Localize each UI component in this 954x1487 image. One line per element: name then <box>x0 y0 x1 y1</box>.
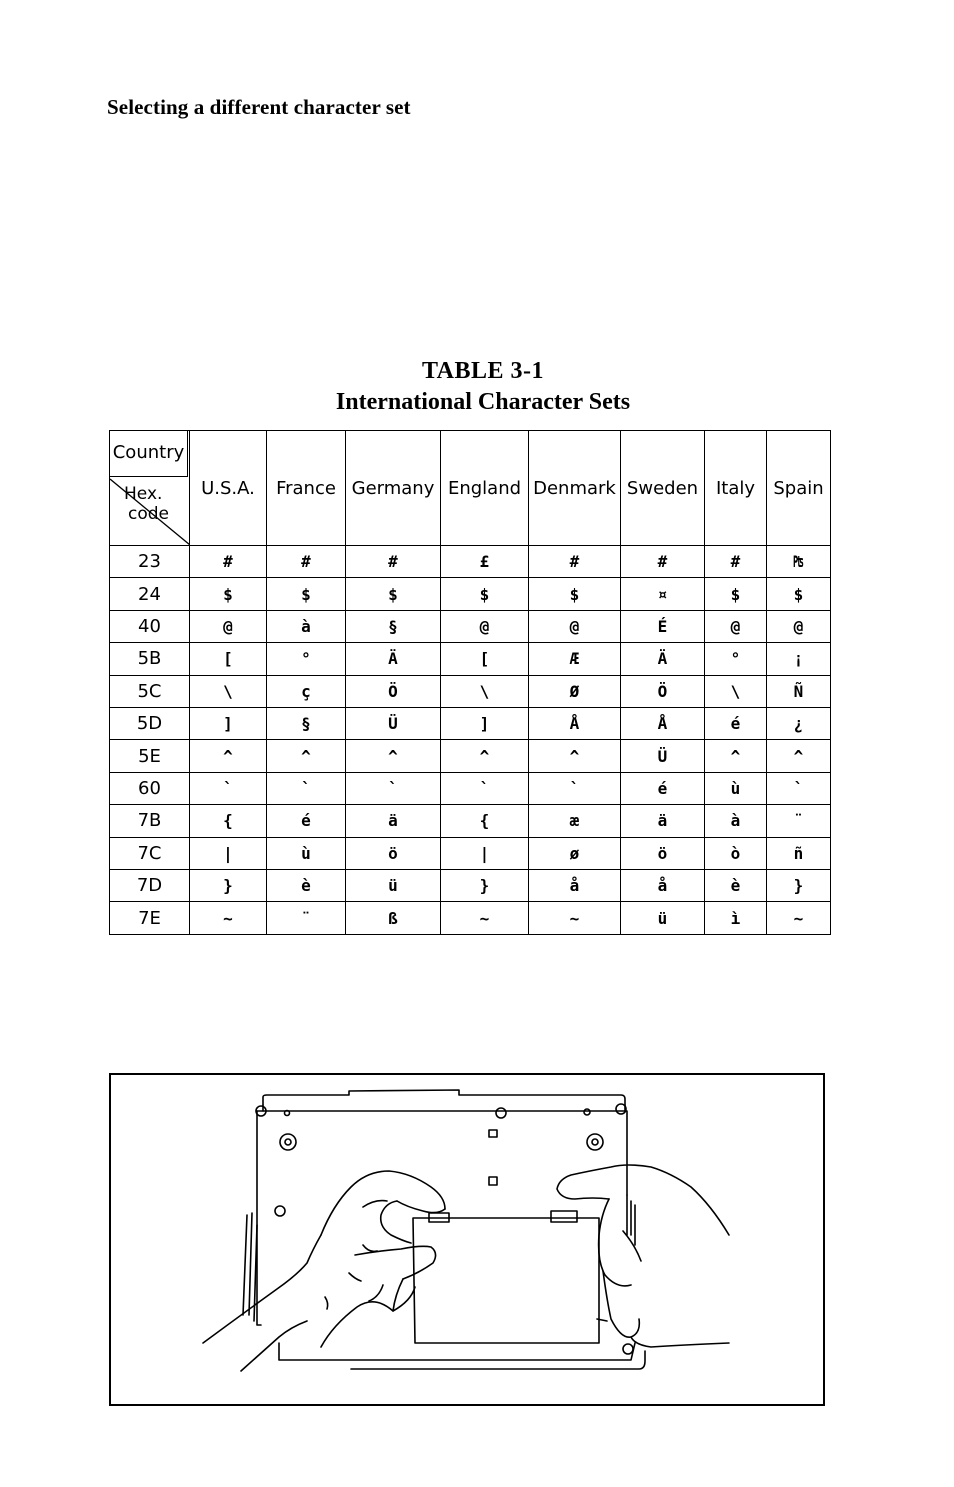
country-header: France <box>267 431 346 546</box>
character-cell: Å <box>621 708 705 740</box>
character-cell: # <box>621 546 705 578</box>
character-cell: [ <box>190 643 267 675</box>
table-row <box>110 740 831 772</box>
character-cell: $ <box>190 578 267 610</box>
table-row <box>110 546 831 578</box>
character-cell: É <box>621 610 705 642</box>
character-cell: ` <box>190 772 267 804</box>
table-row <box>110 870 831 902</box>
character-cell: é <box>621 772 705 804</box>
character-cell: Ü <box>346 708 441 740</box>
character-cell: { <box>441 805 529 837</box>
character-cell: } <box>190 870 267 902</box>
hex-code-cell: 5E <box>110 740 190 772</box>
character-cell: Æ <box>529 643 621 675</box>
character-cell: ] <box>441 708 529 740</box>
character-cell: è <box>267 870 346 902</box>
character-cell: ¿ <box>767 708 831 740</box>
character-cell: ì <box>705 902 767 935</box>
character-cell: [ <box>441 643 529 675</box>
character-cell: @ <box>767 610 831 642</box>
character-cell: ü <box>621 902 705 935</box>
character-cell: Ñ <box>767 675 831 707</box>
hex-code-cell: 23 <box>110 546 190 578</box>
character-cell: ç <box>267 675 346 707</box>
character-cell: æ <box>529 805 621 837</box>
character-cell: ] <box>190 708 267 740</box>
character-cell: ° <box>705 643 767 675</box>
character-cell: ` <box>267 772 346 804</box>
character-cell: ¡ <box>767 643 831 675</box>
character-cell: @ <box>529 610 621 642</box>
character-cell: # <box>190 546 267 578</box>
character-cell: ¨ <box>767 805 831 837</box>
country-header: Sweden <box>621 431 705 546</box>
character-cell: ä <box>621 805 705 837</box>
code-label: code <box>128 504 169 524</box>
character-cell: à <box>705 805 767 837</box>
character-cell: ^ <box>529 740 621 772</box>
character-cell: ñ <box>767 837 831 869</box>
table-row <box>110 643 831 675</box>
character-cell: ~ <box>190 902 267 935</box>
character-cell: £ <box>441 546 529 578</box>
table-row <box>110 578 831 610</box>
country-header: Spain <box>767 431 831 546</box>
character-cell: # <box>267 546 346 578</box>
character-cell: ö <box>621 837 705 869</box>
character-cell: Ö <box>346 675 441 707</box>
character-cell: $ <box>346 578 441 610</box>
hex-code-cell: 5B <box>110 643 190 675</box>
character-cell: # <box>705 546 767 578</box>
hex-code-cell: 5C <box>110 675 190 707</box>
character-cell: ö <box>346 837 441 869</box>
hex-code-cell: 7B <box>110 805 190 837</box>
table-row <box>110 805 831 837</box>
character-cell: ` <box>529 772 621 804</box>
character-cell: ù <box>705 772 767 804</box>
character-cell: Ü <box>621 740 705 772</box>
character-cell: } <box>441 870 529 902</box>
hands-installing-card-illustration <box>111 1075 823 1404</box>
country-header: Denmark <box>529 431 621 546</box>
country-header: Germany <box>346 431 441 546</box>
hex-label: Hex. <box>124 484 163 504</box>
hex-code-cell: 40 <box>110 610 190 642</box>
hex-code-cell: 7E <box>110 902 190 935</box>
table-row <box>110 772 831 804</box>
character-cell: ° <box>267 643 346 675</box>
character-cell: { <box>190 805 267 837</box>
character-cell: @ <box>705 610 767 642</box>
hex-code-cell: 5D <box>110 708 190 740</box>
country-header: England <box>441 431 529 546</box>
table-row <box>110 902 831 935</box>
character-cell: \ <box>705 675 767 707</box>
character-set-table <box>109 430 831 935</box>
character-cell: # <box>346 546 441 578</box>
character-cell: å <box>621 870 705 902</box>
table-title: TABLE 3-1 <box>421 358 545 384</box>
character-cell: ø <box>529 837 621 869</box>
country-header: U.S.A. <box>190 431 267 546</box>
character-cell: ¤ <box>621 578 705 610</box>
character-cell: ₧ <box>767 546 831 578</box>
character-cell: § <box>267 708 346 740</box>
character-cell: $ <box>705 578 767 610</box>
character-cell: ¨ <box>267 902 346 935</box>
hex-code-cell: 7D <box>110 870 190 902</box>
character-cell: ^ <box>190 740 267 772</box>
character-cell: ~ <box>529 902 621 935</box>
character-cell: à <box>267 610 346 642</box>
character-cell: $ <box>529 578 621 610</box>
character-cell: ä <box>346 805 441 837</box>
character-cell: $ <box>767 578 831 610</box>
character-cell: é <box>705 708 767 740</box>
hex-code-cell: 60 <box>110 772 190 804</box>
character-cell: è <box>705 870 767 902</box>
hex-code-cell: 7C <box>110 837 190 869</box>
character-cell: | <box>441 837 529 869</box>
character-cell: \ <box>190 675 267 707</box>
table-row <box>110 610 831 642</box>
country-header: Italy <box>705 431 767 546</box>
country-label: Country <box>110 431 188 477</box>
hex-code-label <box>124 484 169 524</box>
character-cell: ^ <box>346 740 441 772</box>
section-heading: Selecting a different character set <box>107 95 411 119</box>
character-cell: ` <box>767 772 831 804</box>
table-subtitle: International Character Sets <box>335 389 631 415</box>
character-cell: @ <box>190 610 267 642</box>
table-row <box>110 675 831 707</box>
character-cell: Ö <box>621 675 705 707</box>
character-cell: Å <box>529 708 621 740</box>
character-cell: ^ <box>267 740 346 772</box>
character-cell: ü <box>346 870 441 902</box>
printer-illustration-frame <box>109 1073 825 1406</box>
hex-code-cell: 24 <box>110 578 190 610</box>
character-cell: | <box>190 837 267 869</box>
table-header-row <box>110 431 831 546</box>
character-cell: Ä <box>346 643 441 675</box>
character-cell: \ <box>441 675 529 707</box>
character-cell: # <box>529 546 621 578</box>
character-cell: ß <box>346 902 441 935</box>
table-row <box>110 708 831 740</box>
character-cell: ~ <box>767 902 831 935</box>
character-cell: @ <box>441 610 529 642</box>
character-cell: $ <box>441 578 529 610</box>
character-cell: ` <box>441 772 529 804</box>
character-cell: Ä <box>621 643 705 675</box>
character-cell: $ <box>267 578 346 610</box>
character-cell: ù <box>267 837 346 869</box>
table-row <box>110 837 831 869</box>
character-cell: é <box>267 805 346 837</box>
character-cell: ~ <box>441 902 529 935</box>
character-cell: ^ <box>441 740 529 772</box>
character-cell: ^ <box>705 740 767 772</box>
character-cell: ` <box>346 772 441 804</box>
character-cell: § <box>346 610 441 642</box>
character-cell: ^ <box>767 740 831 772</box>
corner-header-cell <box>110 431 190 546</box>
character-cell: ò <box>705 837 767 869</box>
character-cell: Ø <box>529 675 621 707</box>
character-cell: å <box>529 870 621 902</box>
character-cell: } <box>767 870 831 902</box>
